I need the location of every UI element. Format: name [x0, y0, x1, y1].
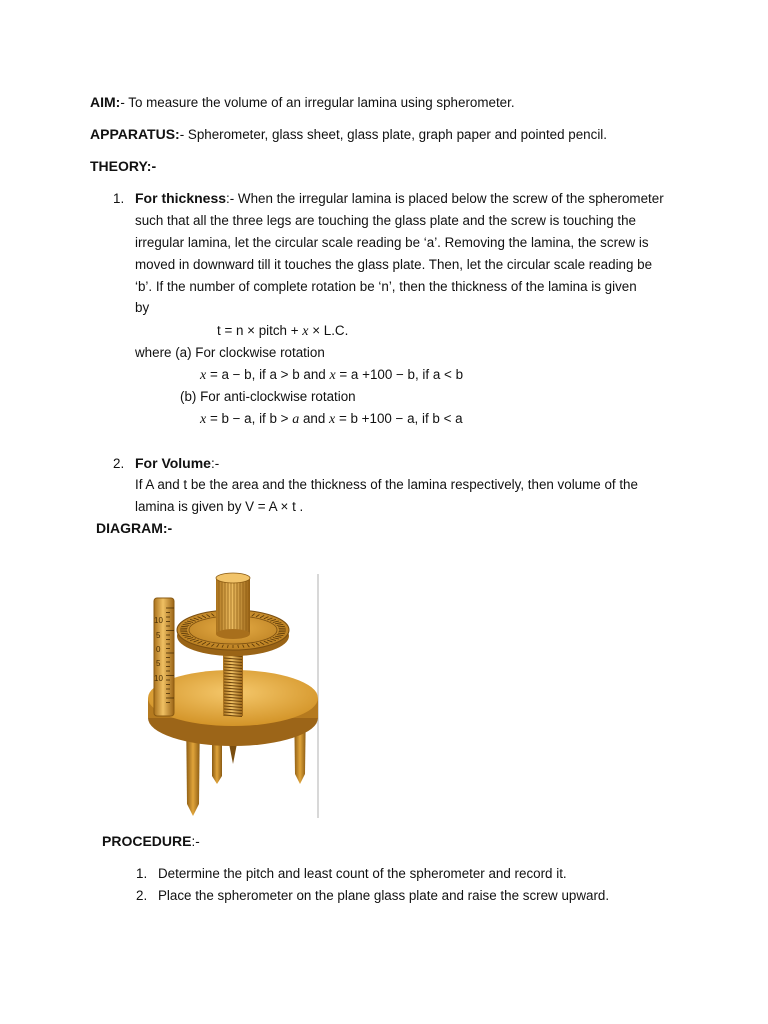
thickness-label: For thickness — [135, 190, 227, 206]
volume-heading — [135, 455, 219, 471]
var-x: x — [302, 324, 309, 339]
cond-part: 100 − a, if b — [369, 411, 444, 426]
procedure-item-number: 1. — [136, 866, 148, 881]
volume-suffix: :- — [210, 456, 220, 471]
cond-part: and — [299, 411, 330, 426]
thickness-text-0: :- When the irregular lamina is placed below the screw of the spherometer — [226, 191, 664, 206]
aim-line — [90, 94, 515, 110]
cond-part: a — [451, 411, 463, 426]
theory-heading: THEORY:- — [90, 158, 157, 174]
cond-part: b — [451, 367, 464, 382]
where-a-line: where (a) For clockwise rotation — [135, 345, 325, 360]
cond-part: = a − b, if a — [206, 367, 281, 382]
theory-item1-line-0 — [135, 190, 664, 206]
cond-part: b and — [292, 367, 330, 382]
cond-part: = b − a, if b — [206, 411, 281, 426]
aim-text: - To measure the volume of an irregular lamina using spherometer. — [120, 95, 515, 110]
spherometer-illustration — [140, 568, 325, 820]
scale-tick-label: 10 — [154, 674, 163, 683]
diagram-heading: DIAGRAM:- — [96, 520, 173, 536]
volume-label: For Volume — [135, 455, 211, 471]
scale-tick-label: 0 — [156, 645, 161, 654]
cond-part: = a — [335, 367, 363, 382]
thickness-text-4: ‘b’. If the number of complete rotation be ‘n’, then the thickness of the lamina is given — [135, 279, 637, 294]
procedure-item-number: 2. — [136, 888, 148, 903]
theory-item1-number: 1. — [113, 191, 125, 206]
theory-item2-number: 2. — [113, 456, 125, 471]
formula-part: t = n — [217, 323, 244, 338]
procedure-item-text: Determine the pitch and least count of the spherometer and record it. — [158, 866, 567, 881]
aim-label: AIM: — [90, 94, 121, 110]
volume-formula-a: lamina is given by V = A — [135, 499, 277, 514]
apparatus-line — [90, 126, 607, 142]
scale-tick-label: 5 — [156, 631, 161, 640]
screw-knob — [216, 573, 250, 639]
procedure-heading — [102, 833, 200, 849]
volume-formula-b: t . — [288, 499, 304, 514]
var-x: x — [329, 368, 336, 383]
formula-part: pitch — [258, 323, 291, 338]
scale-tick-label: 10 — [154, 616, 163, 625]
scale-tick-label: 5 — [156, 659, 161, 668]
apparatus-text: - Spherometer, glass sheet, glass plate, graph paper and pointed pencil. — [179, 127, 607, 142]
volume-text-2: lamina is given by V = A × t . — [135, 499, 304, 514]
volume-text-1: If A and t be the area and the thickness of the lamina respectively, then volume of the — [135, 477, 638, 492]
thickness-text-2: irregular lamina, let the circular scale reading be ‘a’. Removing the lamina, the screw is — [135, 235, 649, 250]
anticlockwise-condition: x = b − a, if b > a and x = b +100 − a, if b < a — [200, 411, 463, 427]
var-x: x — [200, 412, 207, 427]
thickness-text-1: such that all the three legs are touching the glass plate and the screw is touching the — [135, 213, 636, 228]
var-x: x — [200, 368, 207, 383]
cond-part: = b — [335, 411, 362, 426]
procedure-item-text: Place the spherometer on the plane glass plate and raise the screw upward. — [158, 888, 610, 903]
cond-part: 100 − b, if a — [369, 367, 445, 382]
thickness-text-3: moved in downward till it touches the glass plate. Then, let the circular scale reading be — [135, 257, 653, 272]
thickness-text-5: by — [135, 300, 150, 315]
var-a: a — [292, 412, 300, 427]
vertical-scale — [154, 598, 174, 716]
where-b-line: (b) For anti-clockwise rotation — [180, 389, 356, 404]
clockwise-condition: x = a − b, if a > b and x = a +100 − b, if a < b — [200, 367, 464, 383]
apparatus-label: APPARATUS: — [90, 126, 180, 142]
formula-part: L.C. — [323, 323, 349, 338]
thickness-formula: t = n × pitch + x × L.C. — [217, 323, 349, 339]
procedure-label: PROCEDURE — [102, 833, 192, 849]
procedure-suffix: :- — [191, 834, 200, 849]
var-x: x — [329, 412, 336, 427]
